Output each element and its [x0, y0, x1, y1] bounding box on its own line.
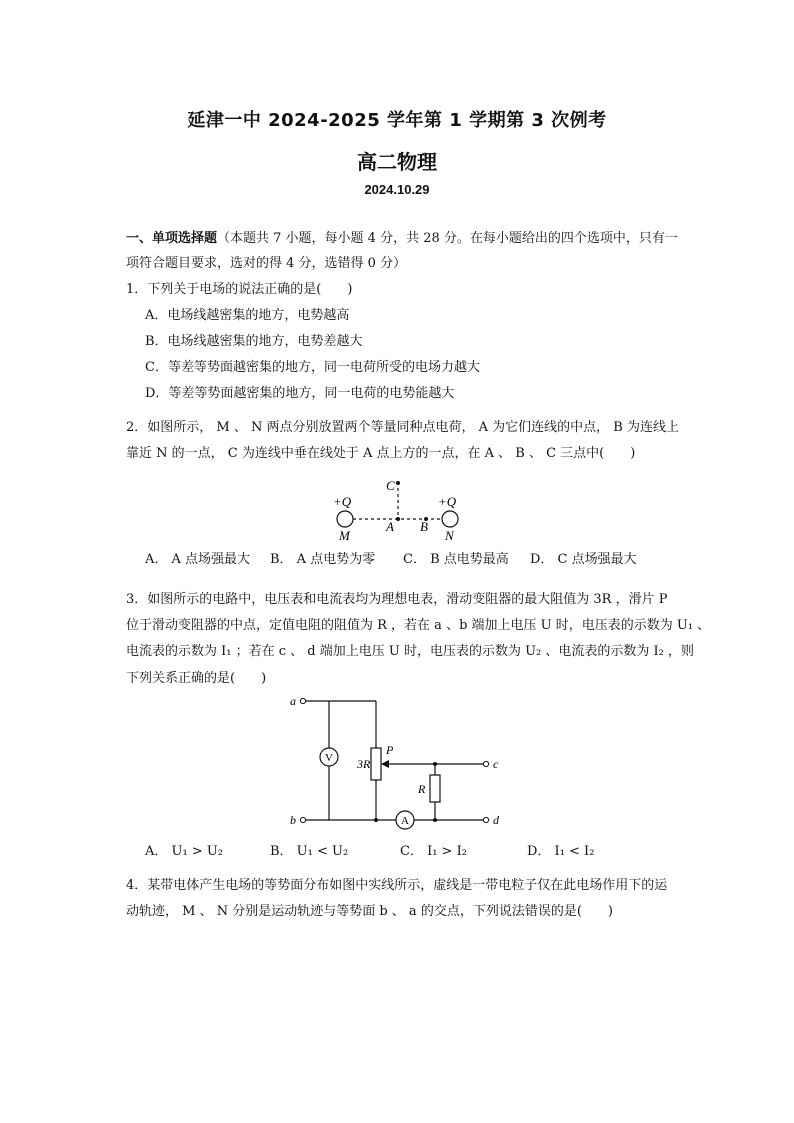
q2-option-b: B． A 点电势为零	[270, 552, 376, 567]
charge-m-circle	[337, 511, 353, 527]
terminal-c-label: c	[493, 757, 499, 771]
rheostat-3r	[371, 748, 381, 780]
slider-arrow-icon	[381, 760, 389, 768]
q2-charges-figure	[320, 474, 480, 544]
section1-line1	[126, 230, 678, 248]
terminal-b-label: b	[290, 813, 296, 827]
q3-circuit-figure	[285, 692, 505, 832]
label-n: N	[445, 528, 454, 543]
q3-option-d: D． I₁ < I₂	[527, 844, 595, 859]
q3-line4: 下列关系正确的是( )	[126, 671, 267, 686]
q3-option-a: A． U₁ > U₂	[145, 844, 224, 859]
q1-option-a: A．电场线越密集的地方，电势越高	[145, 308, 350, 323]
q1-option-b: B．电场线越密集的地方，电势差越大	[145, 334, 363, 349]
q1-option-d: D．等差等势面越密集的地方，同一电荷的电势能越大	[145, 386, 455, 401]
q4-line2: 动轨迹， M 、 N 分别是运动轨迹与等势面 b 、 a 的交点，下列说法错误的是( )	[126, 904, 613, 919]
label-b: B	[420, 519, 428, 534]
q2-option-a: A． A 点场强最大	[145, 552, 251, 567]
point-c-dot	[396, 481, 400, 485]
q3-line2: 位于滑动变阻器的中点，定值电阻的阻值为 R ，若在 a 、b 端加上电压 U 时，电压表的示数为 U₁ 、	[126, 618, 711, 633]
section1-heading: 一、单项选择题	[126, 231, 218, 246]
terminal-a	[300, 698, 305, 703]
section1-desc-1: （本题共 7 小题，每小题 4 分，共 28 分。在每小题给出的四个选项中，只有一	[217, 231, 678, 246]
slider-p-label: P	[386, 743, 394, 757]
junction-bottom-left	[374, 818, 378, 822]
q4-line1: 4．某带电体产生电场的等势面分布如图中实线所示，虚线是一带电粒子仅在此电场作用下的运	[126, 878, 668, 893]
q1-option-c: C．等差等势面越密集的地方，同一电荷所受的电场力越大	[145, 360, 480, 375]
terminal-c	[483, 761, 488, 766]
q3-option-c: C． I₁ > I₂	[400, 844, 467, 859]
q3-option-b: B． U₁ < U₂	[270, 844, 349, 859]
q1-stem: 1．下列关于电场的说法正确的是( )	[126, 282, 353, 297]
q2-line2: 靠近 N 的一点， C 为连线中垂在线处于 A 点上方的一点，在 A 、 B 、 C 三点中( )	[126, 446, 636, 461]
left-charge-label: +Q	[333, 494, 352, 509]
resistor-r	[430, 775, 440, 802]
point-a-dot	[396, 517, 400, 521]
terminal-a-label: a	[290, 694, 296, 708]
charge-n-circle	[442, 511, 458, 527]
section1-desc-2: 项符合题目要求，选对的得 4 分，选错得 0 分）	[126, 256, 407, 271]
exam-title: 延津一中 2024-2025 学年第 1 学期第 3 次例考	[187, 110, 607, 131]
q2-option-d: D． C 点场强最大	[530, 552, 637, 567]
exam-date: 2024.10.29	[364, 182, 430, 197]
terminal-b	[300, 817, 305, 822]
right-charge-label: +Q	[438, 494, 457, 509]
subject-title: 高二物理	[357, 150, 437, 174]
ammeter-label: A	[401, 815, 409, 827]
q3-line1: 3．如图所示的电路中，电压表和电流表均为理想电表，滑动变阻器的最大阻值为 3R ，滑片 P	[126, 592, 668, 607]
q2-line1: 2．如图所示， M 、 N 两点分别放置两个等量同种点电荷， A 为它们连线的中点， B 为连线上	[126, 420, 679, 435]
label-c: C	[386, 478, 395, 493]
terminal-d	[483, 817, 488, 822]
rheostat-label: 3R	[357, 757, 371, 771]
label-a: A	[386, 519, 394, 534]
q3-line3: 电流表的示数为 I₁ ；若在 c 、 d 端加上电压 U 时，电压表的示数为 U₂ 、电流表的示数为 I₂ ，则	[126, 644, 695, 659]
voltmeter-label: V	[325, 752, 333, 764]
label-m: M	[339, 528, 350, 543]
q2-option-c: C． B 点电势最高	[403, 552, 509, 567]
terminal-d-label: d	[493, 813, 499, 827]
resistor-label: R	[418, 782, 426, 796]
